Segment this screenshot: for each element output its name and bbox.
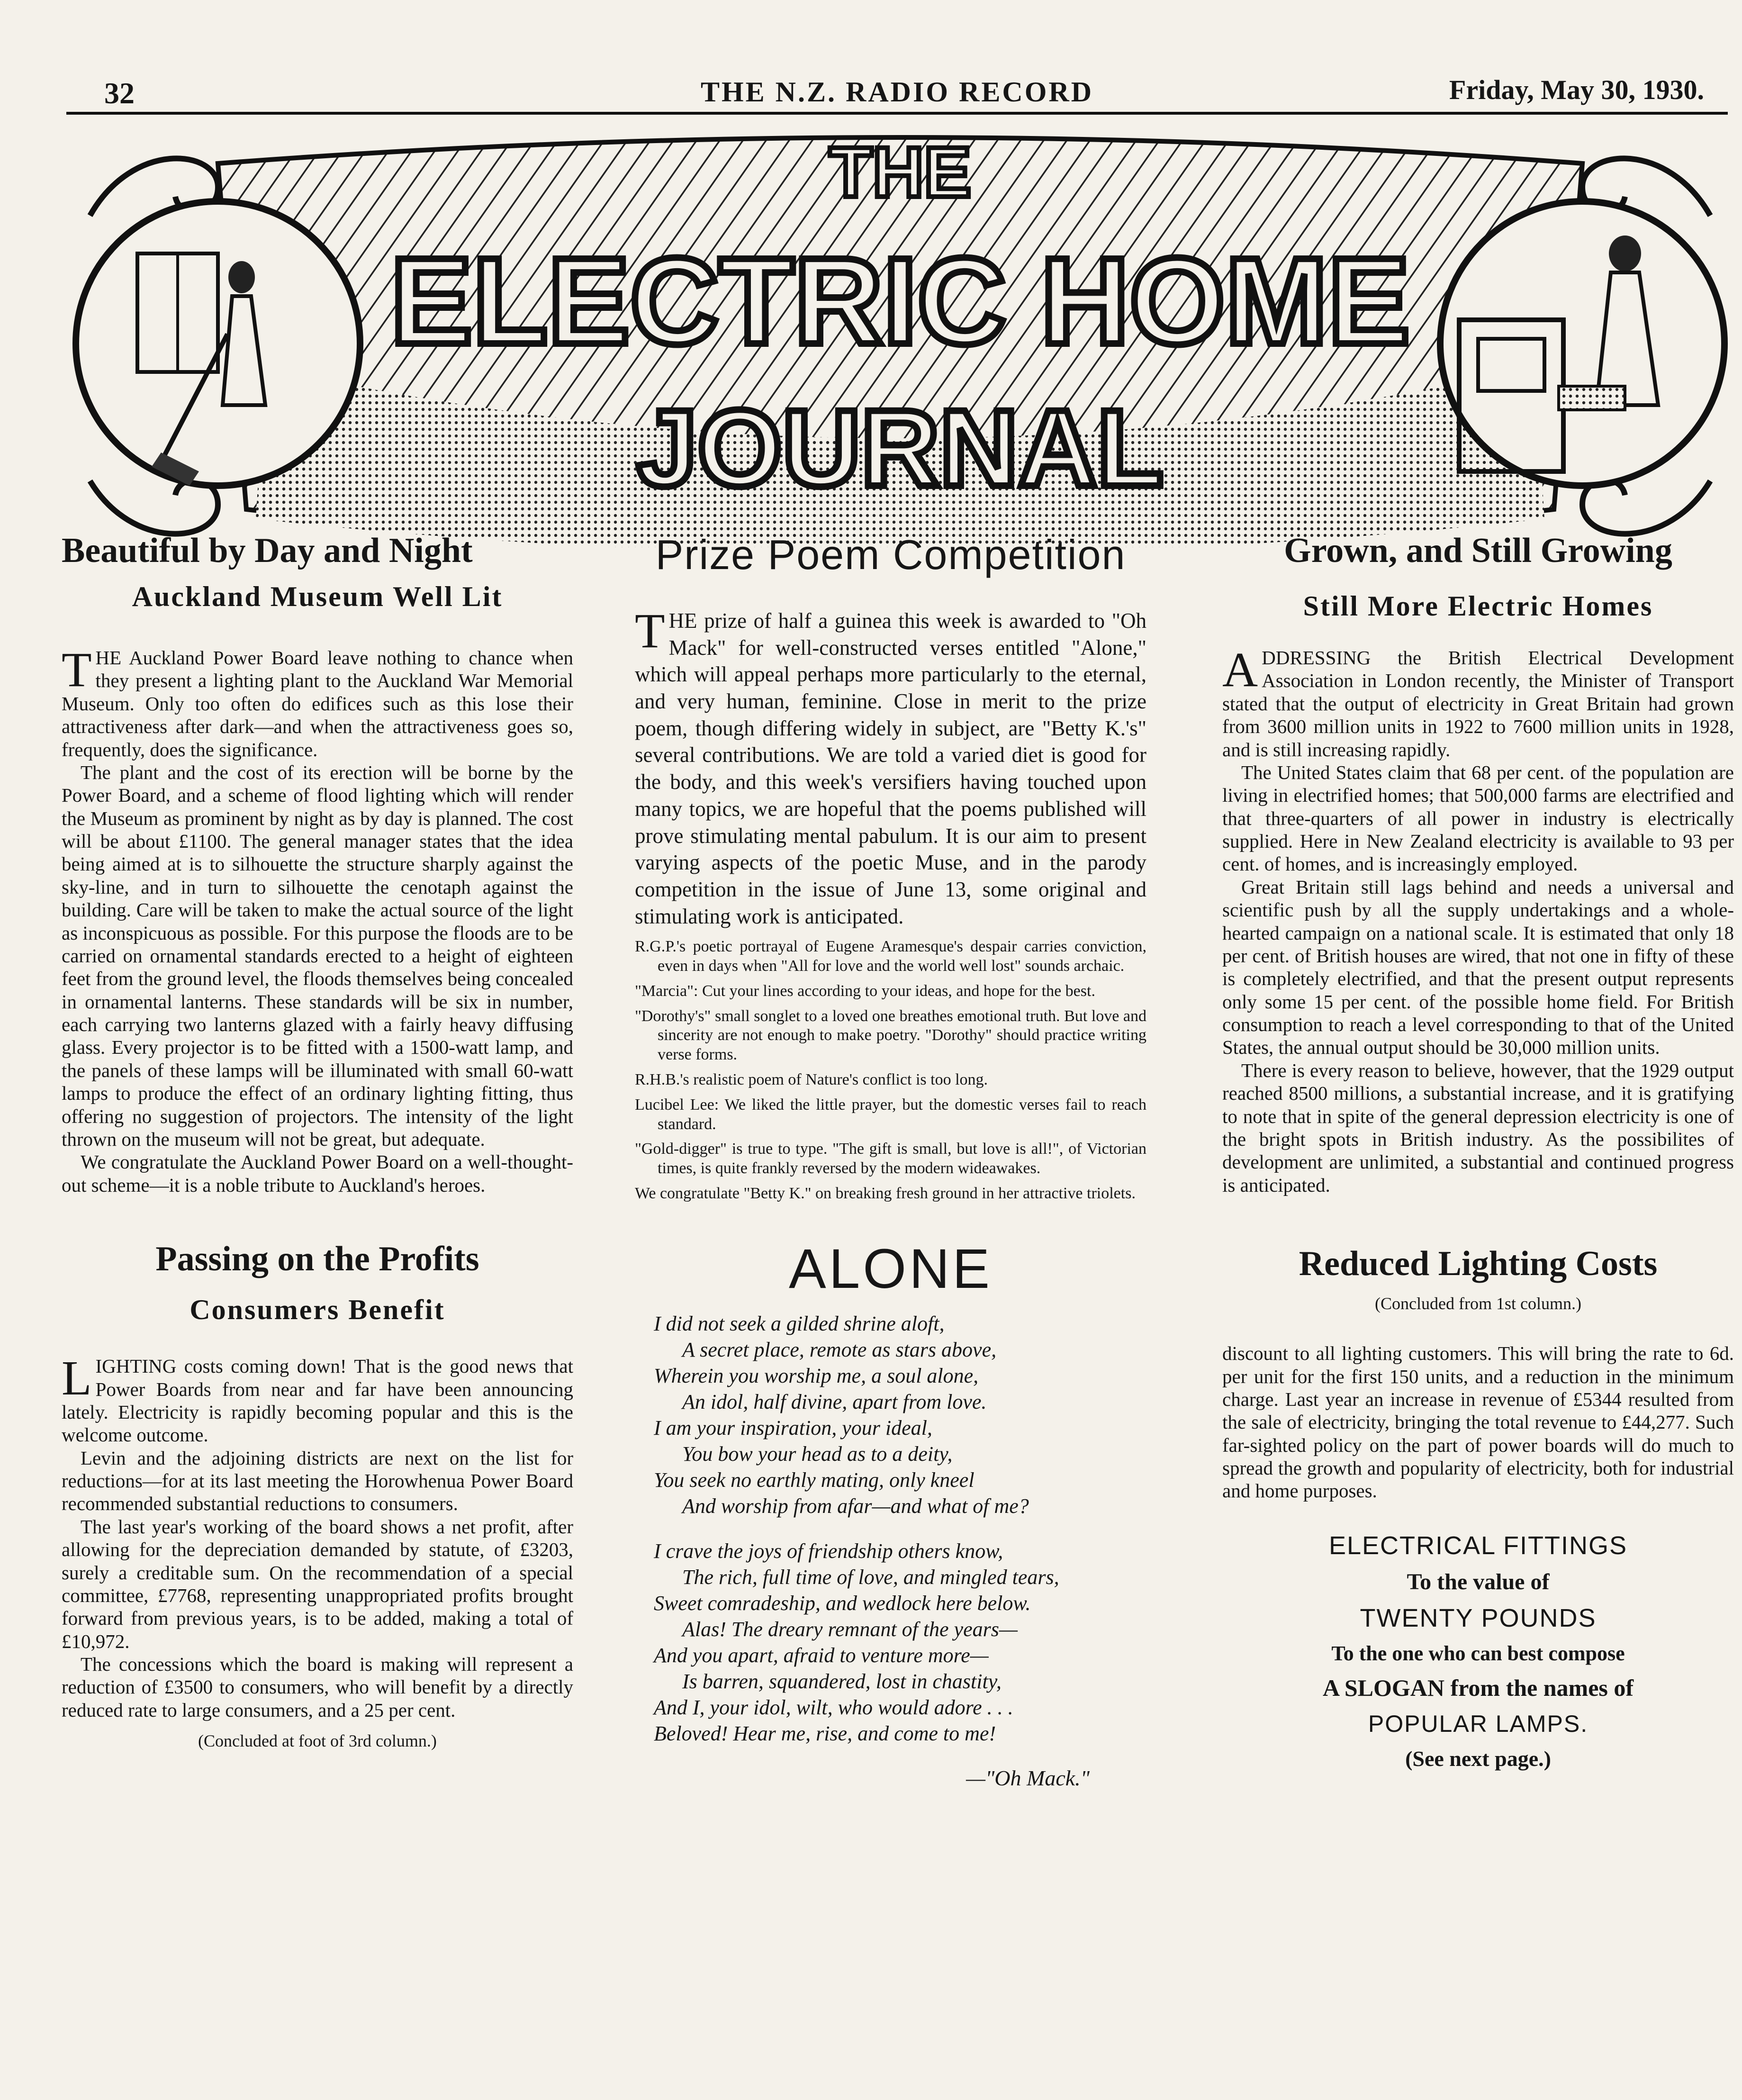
poem-line: A secret place, remote as stars above, [682,1338,997,1361]
column-2 [635,531,1146,1791]
paper-title: THE N.Z. RADIO RECORD [700,76,1094,108]
paragraph: The concessions which the board is making will represent a reduction of £3500 to consumers, who will benefit by a directly reduced rate to large consumers, and a 25 per cent. [62,1653,573,1721]
article-museum-lighting [62,531,573,1196]
column-3 [1222,531,1734,1780]
ad-line: TWENTY POUNDS [1360,1603,1597,1632]
header-rule [66,112,1728,115]
poem-line: Is barren, squandered, lost in chastity, [682,1669,1002,1693]
article-subtitle: Consumers Benefit [190,1294,445,1326]
masthead-illustration [62,121,1739,547]
criticism-item: R.G.P.'s poetic portrayal of Eugene Aramesque's despair carries conviction, even in days when "All for love and the world well lost" sounds archaic. [635,938,1146,975]
criticism-list [635,937,1146,1204]
paragraph: HE prize of half a guinea this week is awarded to "Oh Mack" for well-constructed verses entitled "Alone," which will appeal perhaps more particularly to the eternal, and very human, feminine. Close in merit to the prize poem, though differing widely in subject, are "Betty K.'s" several contributions. We are told a varied diet is good for the body, and this week's versifiers having touched upon many topics, we are hopeful that the poems published will prove stimulating mental pabulum. It is our aim to present varying aspects of the poetic Muse, and in the parody competition in the issue of June 13, some original and stimulating work is anticipated. [635,609,1146,928]
paragraph: The last year's working of the board shows a net profit, after allowing for the depreciation demanded by statute, of £3203, surely a creditable sum. On the recommendation of a special committee, £7768, representing unappropriated profits brought forward from previous years, is to be added, making a total of £10,972. [62,1515,573,1652]
paragraph: HE Auckland Power Board leave nothing to chance when they present a lighting plant to the Auckland War Memorial Museum. Only too often do edifices such as this lose their attractiveness after dark—and when the attractiveness goes so, frequently, does the significance. [62,647,573,760]
concluded-note: (Concluded from 1st column.) [1375,1294,1581,1313]
poem-line: I did not seek a gilded shrine aloft, [654,1312,945,1335]
article-title: Reduced Lighting Costs [1299,1244,1658,1284]
masthead-the: THE [829,132,971,212]
paragraph: Levin and the adjoining districts are next on the list for reductions—for at its last meeting the Horowhenua Power Board recommended substantial reductions to consumers. [62,1447,573,1515]
article-still-growing [1222,531,1734,1196]
article-prize-poem [635,531,1146,1204]
article-reduced-lighting [1222,1244,1734,1503]
ad-line: To the one who can best compose [1331,1641,1625,1665]
page-number: 32 [104,76,135,110]
poem-line: The rich, full time of love, and mingled tears, [682,1565,1059,1589]
ad-line: A SLOGAN from the names of [1322,1674,1634,1701]
masthead-journal: JOURNAL [637,387,1164,509]
poem-line: I crave the joys of friendship others know, [654,1539,1003,1563]
poem-line: Wherein you worship me, a soul alone, [654,1364,979,1387]
drop-cap: T [62,643,92,697]
poem-line: And you apart, afraid to venture more— [654,1643,989,1667]
article-body [62,1351,573,1721]
paragraph: There is every reason to believe, however, that the 1929 output reached 8500 millions, a substantial increase, and it is gratifying to note that in spite of the general depression electricity is one of the bright spots in British industry. As the possibilites of development are unlimited, a substantial and continued progress is anticipated. [1222,1059,1734,1196]
prize-poem [635,1237,1146,1791]
masthead-electric-home: ELECTRIC HOME [390,233,1410,370]
poem-line: Alas! The dreary remnant of the years— [682,1617,1018,1641]
ad-line: POPULAR LAMPS. [1368,1710,1589,1737]
paragraph: The United States claim that 68 per cent. of the population are living in electrified homes; that 500,000 farms are electrified and that three-quarters of all power in industry is electrically supplied. Here in New Zealand electricity is available to 93 per cent. of homes, and is increasingly employed. [1222,761,1734,875]
poem-title: ALONE [788,1237,993,1300]
poem-body [635,1311,1146,1747]
column-1 [62,531,573,1751]
drop-cap: T [635,604,665,658]
poem-line: And worship from afar—and what of me? [682,1494,1029,1518]
article-title: Prize Poem Competition [655,531,1126,578]
criticism-item: "Gold-digger" is true to type. "The gift is small, but love is all!", of Victorian times, is quite frankly reversed by the modern wideawakes. [635,1140,1146,1177]
ad-line: ELECTRICAL FITTINGS [1328,1531,1628,1560]
poem-line: I am your inspiration, your ideal, [654,1416,932,1439]
article-title: Passing on the Profits [155,1240,479,1279]
criticism-item: "Dorothy's" small songlet to a loved one breathes emotional truth. But love and sincerity are not enough to make poetry. "Dorothy" should practice writing verse forms. [635,1007,1146,1064]
poem-stanza-1 [654,1311,1146,1519]
continued-note: (Concluded at foot of 3rd column.) [198,1731,437,1751]
paragraph: DDRESSING the British Electrical Development Association in London recently, the Minister of Transport stated that the output of electricity in Great Britain had grown from 3600 million units in 1922 to 7600 million units in 1928, and is still increasing rapidly. [1222,647,1734,760]
article-body [1222,1342,1734,1503]
paragraph: discount to all lighting customers. This will bring the rate to 6d. per unit for the first 150 units, and a reduction in the minimum charge. Last year an increase in revenue of £5344 resulted from the sale of electricity, bringing the total revenue to £44,277. Such far-sighted policy on the part of power boards will do much to spread the growth and popularity of electricity, both for industrial and home purposes. [1222,1342,1734,1502]
paragraph: We congratulate the Auckland Power Board on a well-thought-out scheme—it is a noble tribute to Auckland's heroes. [62,1151,573,1196]
issue-date: Friday, May 30, 1930. [1449,74,1704,105]
drop-cap: L [62,1351,92,1406]
paragraph: Great Britain still lags behind and needs a universal and scientific push by all the supply undertakings and a whole-hearted campaign on a national scale. It is estimated that only 18 per cent. of British houses are wired, that not one in fifty of these is completely electrified, and that the present output represents only some 15 per cent. of the possible home field. For British consumption to reach a level corresponding to that of the United States, the annual output should be 30,000 million units. [1222,876,1734,1059]
article-body [1222,643,1734,1196]
poem-stanza-2 [654,1538,1146,1747]
poem-line: You bow your head as to a deity, [682,1442,953,1466]
masthead [62,121,1739,547]
poem-signature: —"Oh Mack." [966,1765,1090,1790]
criticism-item: We congratulate "Betty K." on breaking fresh ground in her attractive triolets. [635,1185,1136,1203]
running-header [71,71,1723,114]
poem-line: Beloved! Hear me, rise, and come to me! [654,1721,996,1745]
article-subtitle: Auckland Museum Well Lit [132,581,503,613]
poem-line: And I, your idol, wilt, who would adore . . . [654,1695,1013,1719]
article-title: Grown, and Still Growing [1284,531,1672,570]
ad-line: (See next page.) [1405,1746,1551,1771]
article-title: Beautiful by Day and Night [62,531,473,570]
drop-cap: A [1222,643,1258,697]
article-intro [635,604,1146,930]
criticism-item: Lucibel Lee: We liked the little prayer, but the domestic verses fail to reach standard. [635,1095,1146,1133]
article-subtitle: Still More Electric Homes [1303,590,1653,622]
poem-line: You seek no earthly mating, only kneel [654,1468,975,1492]
slogan-competition-ad [1222,1531,1734,1771]
paragraph: IGHTING costs coming down! That is the good news that Power Boards from near and far have been announcing lately. Electricity is rapidly becoming popular and this is the welcome outcome. [62,1355,573,1446]
paragraph: The plant and the cost of its erection will be borne by the Power Board, and a scheme of flood lighting which will render the Museum as prominent by night as by day is planned. The cost will be about £1100. The general manager states that the idea being aimed at is to silhouette the structure sharply against the sky-line, and in turn to silhouette the cenotaph against the building. Care will be taken to make the actual source of the light as inconspicuous as possible. For this purpose the floods are to be carried on ornamental standards erected to a height of eighteen feet from the ground level, the floods themselves being concealed in ornamental lanterns. These standards will be six in number, each carrying two lanterns glazed with a fairly heavy diffusing glass. Every projector is to be fitted with a 1500-watt lamp, and the panels of these lamps will be illuminated with small 60-watt lamps to produce the effect of an ordinary lighting fitting, thus offering no suggestion of projectors. The intensity of the light thrown on the museum will not be great, but adequate. [62,761,573,1150]
poem-line: Sweet comradeship, and wedlock here below. [654,1591,1031,1615]
article-passing-profits [62,1239,573,1751]
criticism-item: "Marcia": Cut your lines according to your ideas, and hope for the best. [635,982,1095,1000]
criticism-item: R.H.B.'s realistic poem of Nature's conflict is too long. [635,1071,988,1089]
poem-line: An idol, half divine, apart from love. [682,1390,987,1413]
ad-line: To the value of [1407,1569,1550,1594]
article-body [62,643,573,1196]
